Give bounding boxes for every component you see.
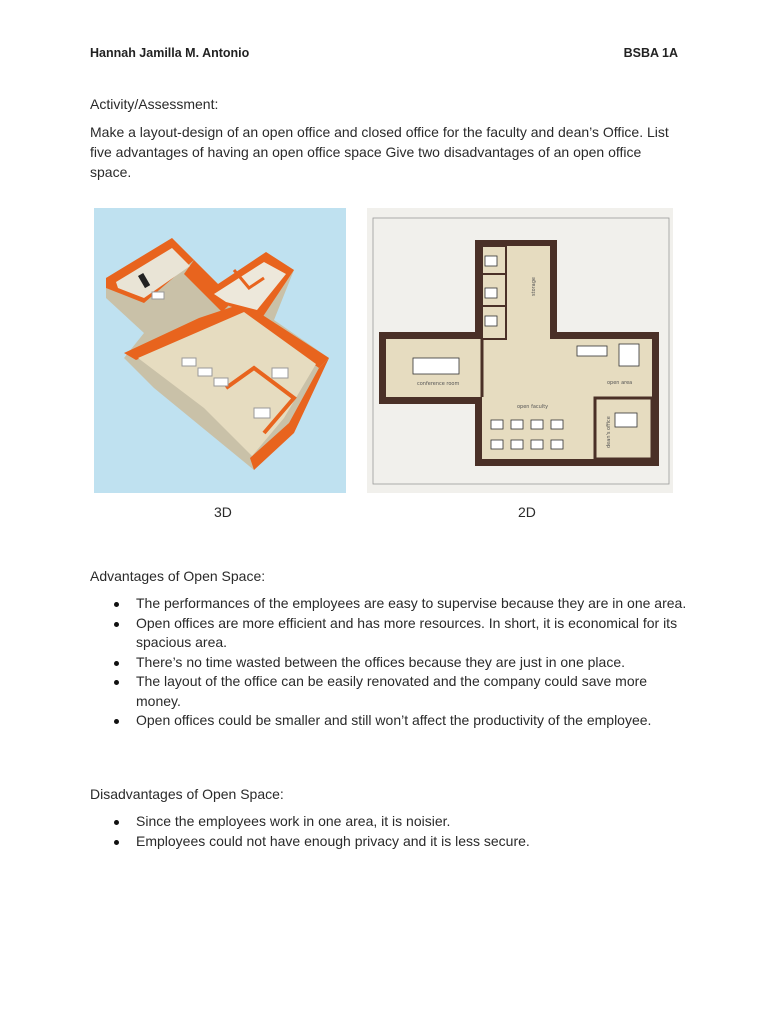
bullet-icon <box>114 719 119 724</box>
bullet-icon <box>114 820 119 825</box>
list-item-text: Open offices are more efficient and has more resources. In short, it is economical for its spacious area. <box>136 614 678 650</box>
instructions-paragraph: Make a layout-design of an open office and closed office for the faculty and dean’s Office. List five advantages of having an open office space Give two disadvantages of an open office space. <box>90 124 669 180</box>
bullet-icon <box>114 622 119 627</box>
caption-3d: 3D <box>214 504 232 520</box>
list-item <box>90 594 690 614</box>
open-faculty-label: open faculty <box>517 404 549 410</box>
counter <box>619 344 639 366</box>
class-section: BSBA 1A <box>623 46 678 60</box>
conference-table <box>413 358 459 374</box>
list-item <box>90 614 690 653</box>
activity-title: Activity/Assessment: <box>90 96 219 112</box>
cell-furniture <box>485 288 497 298</box>
bullet-icon <box>114 840 119 845</box>
floorplan-illustration <box>367 208 673 493</box>
bullet-icon <box>114 602 119 607</box>
disadvantages-heading: Disadvantages of Open Space: <box>90 786 284 802</box>
cell-furniture <box>485 316 497 326</box>
office-2d-floorplan <box>367 208 673 493</box>
list-item-text: Employees could not have enough privacy and it is less secure. <box>136 832 530 849</box>
bullet-icon <box>114 680 119 685</box>
storage-label: storage <box>531 277 537 296</box>
office-3d-rendering <box>94 208 346 493</box>
open-area-label: open area <box>607 380 633 386</box>
table <box>152 292 164 299</box>
disadvantages-list <box>90 812 690 851</box>
caption-2d: 2D <box>518 504 536 520</box>
cell-furniture <box>485 256 497 266</box>
list-item <box>90 653 690 673</box>
conference-label: conference room <box>417 381 460 387</box>
desk <box>182 358 196 366</box>
dean-desk <box>254 408 270 418</box>
desk <box>272 368 288 378</box>
list-item <box>90 711 690 731</box>
list-item-text: There’s no time wasted between the offices because they are just in one place. <box>136 653 626 670</box>
bullet-icon <box>114 661 119 666</box>
page-header <box>90 46 678 60</box>
list-item <box>90 812 690 832</box>
list-item-text: The performances of the employees are easy to supervise because they are in one area. <box>136 595 687 611</box>
author-name: Hannah Jamilla M. Antonio <box>90 46 250 60</box>
list-item <box>90 672 690 711</box>
dean-desk <box>615 413 637 427</box>
list-item <box>90 832 690 852</box>
dean-office-label: dean's office <box>606 416 612 448</box>
advantages-list <box>90 594 690 731</box>
office-3d-illustration <box>94 208 346 493</box>
list-item-text: Open offices could be smaller and still won’t affect the productivity of the employee. <box>136 712 652 728</box>
list-item-text: The layout of the office can be easily renovated and the company could save more money. <box>136 673 648 709</box>
desk <box>214 378 228 386</box>
advantages-heading: Advantages of Open Space: <box>90 568 266 584</box>
desk <box>198 368 212 376</box>
list-item-text: Since the employees work in one area, it is noisier. <box>136 813 451 829</box>
sofa <box>577 346 607 356</box>
